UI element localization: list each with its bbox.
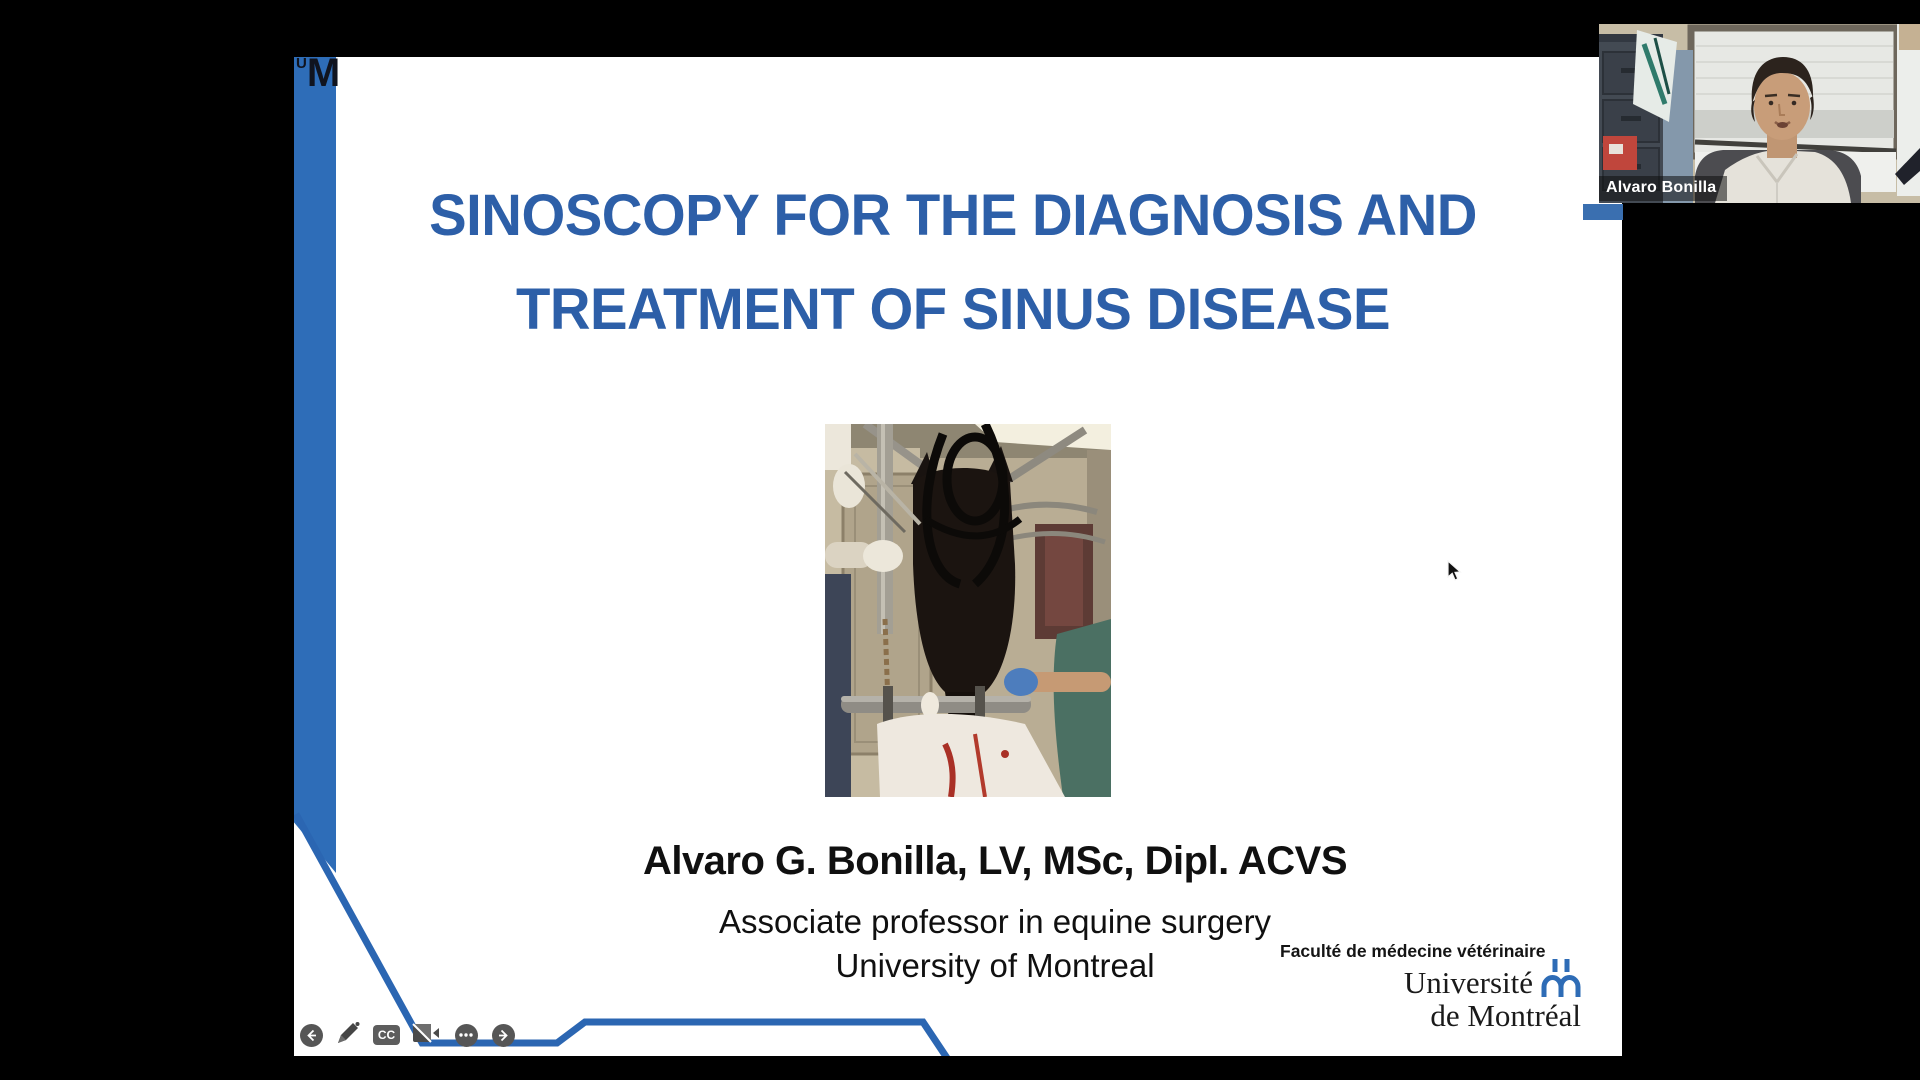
previous-slide-button[interactable] xyxy=(298,1022,324,1048)
udem-logo-icon xyxy=(1540,958,1582,1003)
pen-tools-button[interactable] xyxy=(335,1022,361,1048)
camera-toggle-button[interactable] xyxy=(412,1022,442,1048)
closed-captions-icon: CC xyxy=(373,1025,400,1045)
udem-corner-logo xyxy=(296,57,339,93)
author-affiliation: University of Montreal xyxy=(835,947,1155,984)
faculty-label: Faculté de médecine vétérinaire xyxy=(1280,941,1546,961)
presentation-slide xyxy=(294,57,1622,1056)
closed-captions-button[interactable] xyxy=(372,1022,401,1048)
more-options-button[interactable] xyxy=(453,1022,479,1048)
arrow-left-icon xyxy=(300,1024,323,1047)
slide-title-line1: SINOSCOPY FOR THE DIAGNOSIS AND xyxy=(429,183,1477,248)
author-block xyxy=(494,838,1496,988)
participant-video-tile[interactable] xyxy=(1599,24,1920,203)
slide-title xyxy=(343,169,1563,357)
author-name: Alvaro G. Bonilla, LV, MSc, Dipl. ACVS xyxy=(642,839,1348,883)
pen-icon xyxy=(335,1020,361,1051)
participant-name-label: Alvaro Bonilla xyxy=(1599,176,1727,201)
university-wordmark-line1: Université xyxy=(1403,965,1533,1000)
author-role: Associate professor in equine surgery xyxy=(718,903,1272,940)
slideshow-toolbar xyxy=(298,1022,516,1048)
slide-accent-bar xyxy=(294,57,336,873)
corner-logo-u: U xyxy=(296,57,307,72)
corner-logo-m: M xyxy=(306,57,340,95)
ellipsis-icon xyxy=(455,1024,478,1047)
university-wordmark-line2: de Montréal xyxy=(1430,998,1581,1033)
next-slide-button[interactable] xyxy=(490,1022,516,1048)
meeting-ui-fragment xyxy=(1583,204,1623,220)
equine-sinoscopy-photo xyxy=(825,424,1111,797)
slide-title-line2: TREATMENT OF SINUS DISEASE xyxy=(515,277,1391,342)
video-camera-icon xyxy=(412,1022,442,1049)
arrow-right-icon xyxy=(492,1024,515,1047)
photo-illustration xyxy=(825,424,1111,797)
